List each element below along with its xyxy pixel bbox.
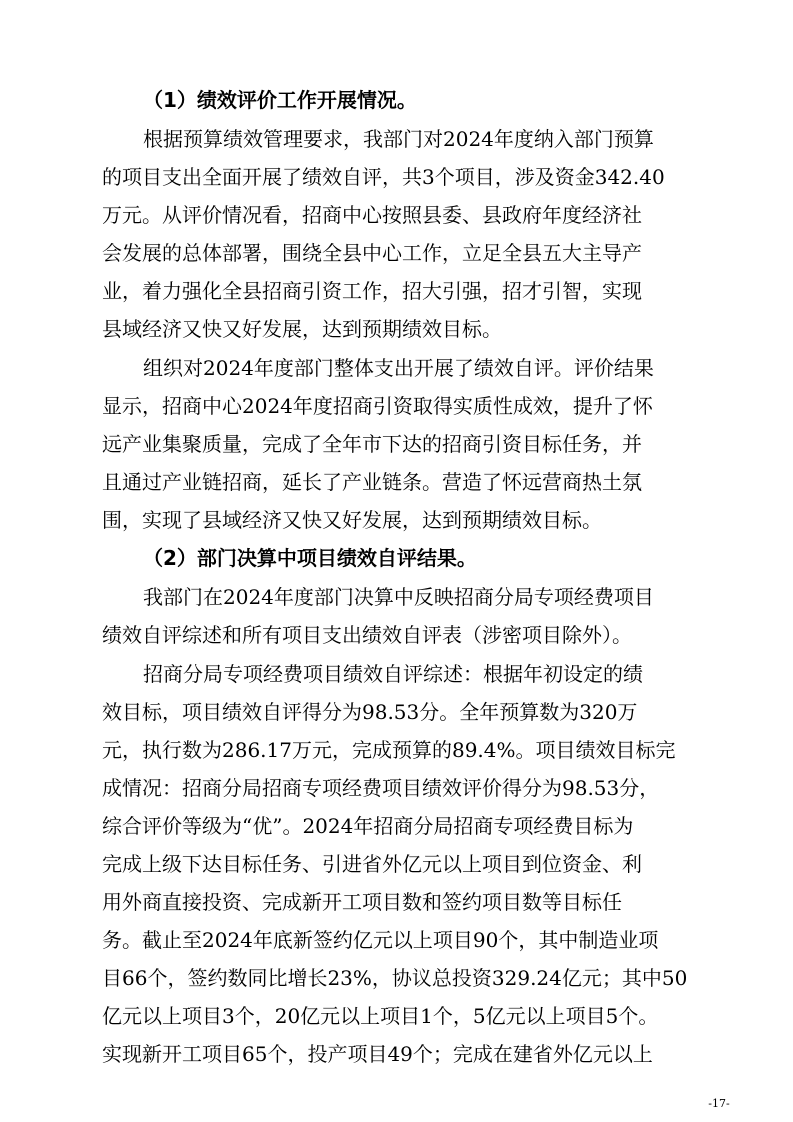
paragraph-line: 组织对2024年度部门整体支出开展了绩效自评。评价结果: [143, 356, 654, 380]
paragraph-line: 用外商直接投资、完成新开工项目数和签约项目数等目标任: [102, 890, 622, 914]
paragraph-line: 完成上级下达目标任务、引进省外亿元以上项目到位资金、利: [102, 852, 642, 876]
paragraph-line: 务。截止至2024年底新签约亿元以上项目90个，其中制造业项: [102, 928, 659, 952]
paragraph-line: 万元。从评价情况看，招商中心按照县委、县政府年度经济社: [102, 203, 642, 227]
paragraph-line: 围，实现了县域经济又快又好发展，达到预期绩效目标。: [102, 508, 602, 532]
paragraph-line: 招商分局专项经费项目绩效自评综述：根据年初设定的绩: [143, 662, 643, 686]
paragraph-line: 亿元以上项目3个，20亿元以上项目1个，5亿元以上项目5个。: [102, 1004, 659, 1028]
paragraph-line: 的项目支出全面开展了绩效自评，共3个项目，涉及资金342.40: [102, 165, 665, 189]
paragraph-line: 成情况：招商分局招商专项经费项目绩效评价得分为98.53分，: [102, 776, 660, 800]
paragraph-line: 显示，招商中心2024年度招商引资取得实质性成效，提升了怀: [102, 394, 653, 418]
paragraph-line: 绩效自评综述和所有项目支出绩效自评表（涉密项目除外）。: [102, 623, 632, 647]
paragraph-line: 综合评价等级为“优”。2024年招商分局招商专项经费目标为: [102, 814, 634, 838]
paragraph-line: 会发展的总体部署，围绕全县中心工作，立足全县五大主导产: [102, 241, 642, 265]
paragraph-line: 业，着力强化全县招商引资工作，招大引强，招才引智，实现: [102, 279, 642, 303]
paragraph-line: 县域经济又快又好发展，达到预期绩效目标。: [102, 317, 502, 341]
section-heading-1: （1）绩效评价工作开展情况。: [143, 88, 417, 112]
paragraph-line: 效目标，项目绩效自评得分为98.53分。全年预算数为320万: [102, 700, 638, 724]
page-number: -17-: [708, 1097, 730, 1110]
paragraph-line: 且通过产业链招商，延长了产业链条。营造了怀远营商热土氛: [102, 470, 642, 494]
section-heading-2: （2）部门决算中项目绩效自评结果。: [143, 546, 477, 570]
paragraph-line: 根据预算绩效管理要求，我部门对2024年度纳入部门预算: [143, 127, 654, 151]
paragraph-line: 远产业集聚质量，完成了全年市下达的招商引资目标任务，并: [102, 432, 642, 456]
paragraph-line: 目66个，签约数同比增长23%，协议总投资329.24亿元；其中50: [102, 966, 688, 990]
paragraph-line: 我部门在2024年度部门决算中反映招商分局专项经费项目: [143, 585, 654, 609]
paragraph-line: 实现新开工项目65个，投产项目49个；完成在建省外亿元以上: [102, 1042, 653, 1066]
paragraph-line: 元，执行数为286.17万元，完成预算的89.4%。项目绩效目标完: [102, 738, 676, 762]
